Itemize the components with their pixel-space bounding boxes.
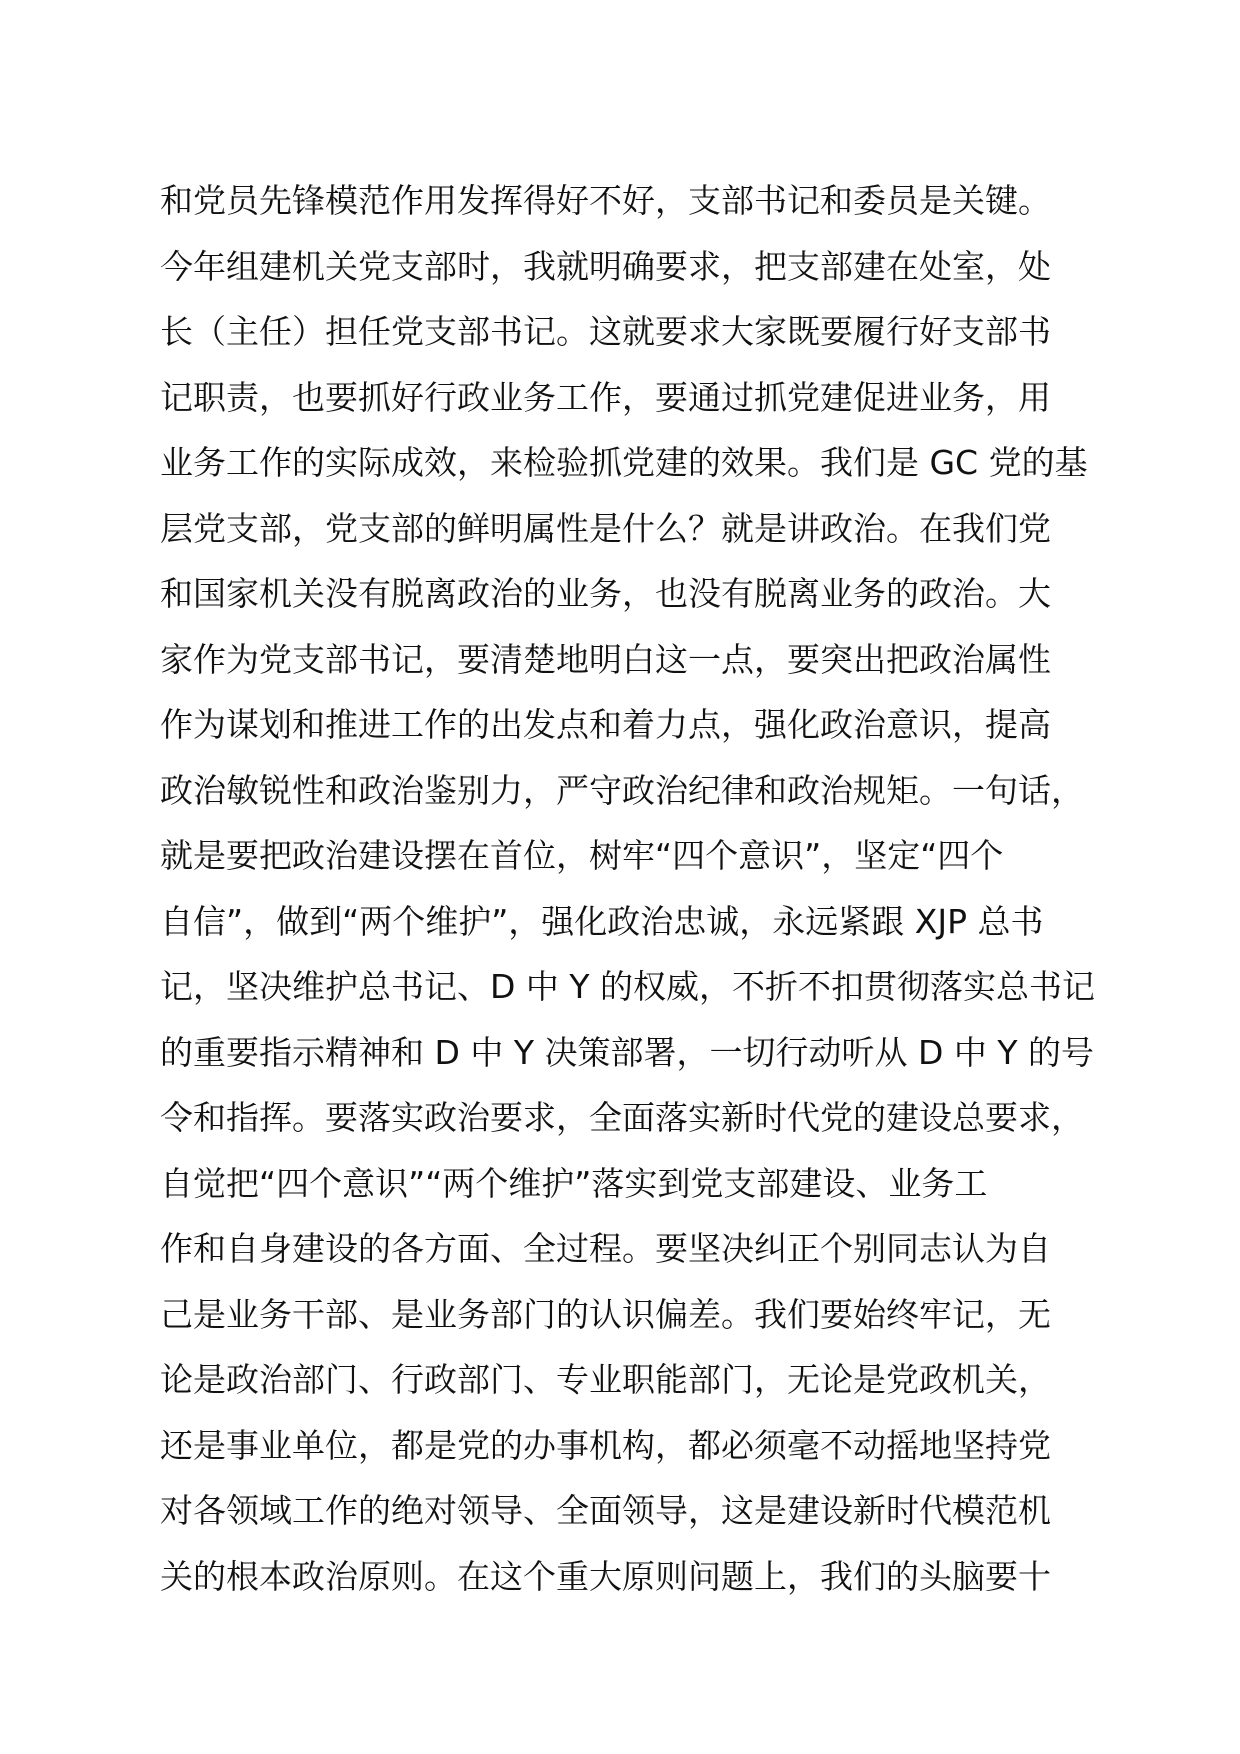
text-line: 己是业务干部、是业务部门的认识偏差。我们要始终牢记，无 xyxy=(160,1294,1051,1334)
text-line: 家作为党支部书记，要清楚地明白这一点，要突出把政治属性 xyxy=(160,639,1051,679)
text-line: 关的根本政治原则。在这个重大原则问题上，我们的头脑要十 xyxy=(160,1556,1051,1596)
text-line: 作为谋划和推进工作的出发点和着力点，强化政治意识，提高 xyxy=(160,705,1051,744)
text-line: 长（主任）担任党支部书记。这就要求大家既要履行好支部书 xyxy=(160,312,1051,351)
text-line: 和党员先锋模范作用发挥得好不好，支部书记和委员是关键。 xyxy=(160,181,1051,220)
text-line: 记，坚决维护总书记、D 中 Y 的权威，不折不扣贯彻落实总书记 xyxy=(160,967,1096,1006)
text-line: 政治敏锐性和政治鉴别力，严守政治纪律和政治规矩。一句话， xyxy=(160,770,1084,810)
text-line: 对各领域工作的绝对领导、全面领导，这是建设新时代模范机 xyxy=(160,1491,1051,1530)
body-text xyxy=(160,168,1120,1609)
text-line: 的重要指示精神和 D 中 Y 决策部署，一切行动听从 D 中 Y 的号 xyxy=(160,1032,1095,1072)
text-line: 还是事业单位，都是党的办事机构，都必须毫不动摇地坚持党 xyxy=(160,1425,1051,1465)
text-line: 记职责，也要抓好行政业务工作，要通过抓党建促进业务，用 xyxy=(160,377,1051,417)
text-line: 论是政治部门、行政部门、专业职能部门，无论是党政机关， xyxy=(160,1360,1051,1399)
text-line: 层党支部，党支部的鲜明属性是什么？就是讲政治。在我们党 xyxy=(160,508,1051,548)
text-line: 自信”，做到“两个维护”，强化政治忠诚，永远紧跟 XJP 总书 xyxy=(160,901,1044,941)
text-line: 业务工作的实际成效，来检验抓党建的效果。我们是 GC 党的基 xyxy=(160,443,1088,482)
text-line: 令和指挥。要落实政治要求，全面落实新时代党的建设总要求， xyxy=(160,1098,1084,1137)
text-line: 就是要把政治建设摆在首位，树牢“四个意识”，坚定“四个 xyxy=(160,836,1004,875)
text-line: 自觉把“四个意识”“两个维护”落实到党支部建设、业务工 xyxy=(160,1163,988,1203)
text-line: 作和自身建设的各方面、全过程。要坚决纠正个别同志认为自 xyxy=(160,1229,1051,1268)
text-line: 今年组建机关党支部时，我就明确要求，把支部建在处室，处 xyxy=(160,246,1051,286)
text-line: 和国家机关没有脱离政治的业务，也没有脱离业务的政治。大 xyxy=(160,574,1051,613)
